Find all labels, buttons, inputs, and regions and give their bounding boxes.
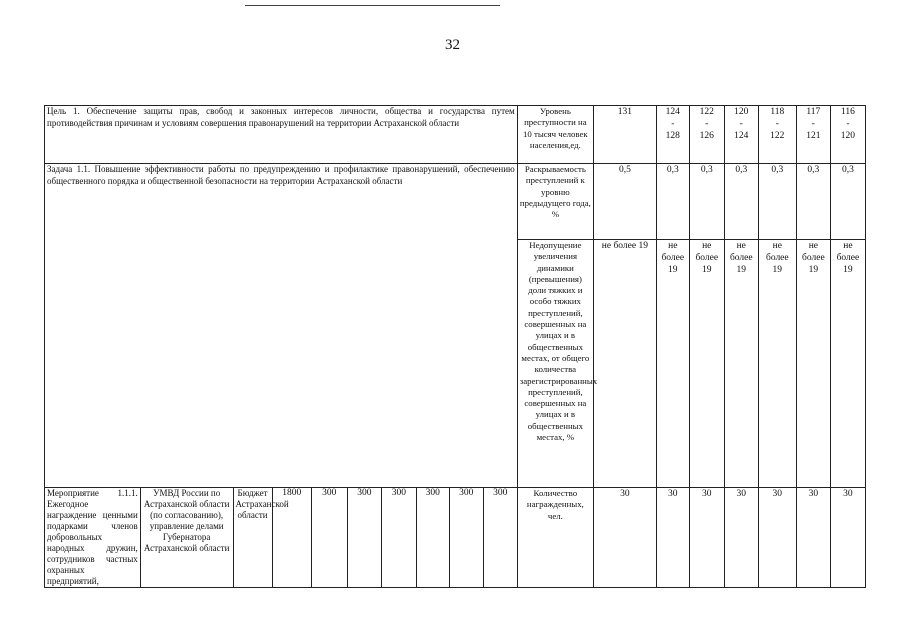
task-value-2-6: не более 19 (830, 240, 865, 488)
activity-amount-4: 300 (416, 488, 449, 588)
activity-value-1: 30 (656, 488, 689, 588)
task-value-2-3: не более 19 (724, 240, 758, 488)
goal-year-6: 116 - 120 (830, 106, 865, 164)
activity-amount-5: 300 (449, 488, 483, 588)
task-value-1-6: 0,3 (830, 164, 865, 240)
goal-base-value: 131 (593, 106, 656, 164)
goal-indicator: Уровень преступности на 10 тысяч человек населения,ед. (517, 106, 593, 164)
page-number: 32 (445, 37, 460, 53)
top-rule (245, 5, 500, 6)
task-indicator-1: Раскрываемость преступлений к уровню предыдущего года, % (517, 164, 593, 240)
task-indicator-2: Недопущение увеличения динамики (превышения) доли тяжких и особо тяжких преступлений, совершенных на улицах и в общественных местах, от общего количества зарегистрированных преступлений, совершенных на улицах и в общественных местах, % (517, 240, 593, 488)
activity-funding-source: Бюджет Астраханской области (233, 488, 272, 588)
task-value-1-1: 0,3 (656, 164, 689, 240)
task-value-1-4: 0,3 (758, 164, 796, 240)
activity-amount-2: 300 (347, 488, 381, 588)
task-value-1-5: 0,3 (796, 164, 830, 240)
activity-value-5: 30 (796, 488, 830, 588)
task-row (45, 164, 866, 240)
task-value-2-0: не более 19 (593, 240, 656, 488)
activity-indicator: Количество награжденных, чел. (517, 488, 593, 588)
goal-year-1: 124 - 128 (656, 106, 689, 164)
activity-value-2: 30 (689, 488, 724, 588)
goal-row (45, 106, 866, 164)
program-table (44, 105, 866, 588)
goal-year-2: 122 - 126 (689, 106, 724, 164)
task-value-1-3: 0,3 (724, 164, 758, 240)
activity-value-4: 30 (758, 488, 796, 588)
task-value-2-1: не более 19 (656, 240, 689, 488)
task-text: Задача 1.1. Повышение эффективности работы по предупреждению и профилактике правонарушений, обеспечению общественного порядка и общественной безопасности на территории Астраханской области (45, 164, 518, 488)
goal-year-4: 118 - 122 (758, 106, 796, 164)
task-value-1-0: 0,5 (593, 164, 656, 240)
goal-text: Цель 1. Обеспечение защиты прав, свобод и законных интересов личности, общества и государства путем противодействия причинам и условиям совершения правонарушений на территории Астраханской области (45, 106, 518, 164)
goal-year-5: 117 - 121 (796, 106, 830, 164)
task-value-1-2: 0,3 (689, 164, 724, 240)
activity-value-6: 30 (830, 488, 865, 588)
activity-amount-3: 300 (381, 488, 416, 588)
task-value-2-4: не более 19 (758, 240, 796, 488)
task-value-2-2: не более 19 (689, 240, 724, 488)
activity-text: Мероприятие 1.1.1. Ежегодное награждение ценными подарками членов добровольных народных дружин, сотрудников частных охранных предприятий, (45, 488, 141, 588)
activity-executor: УМВД России по Астраханской области (по согласованию), управление делами Губернатора Астраханской области (140, 488, 233, 588)
activity-value-0: 30 (593, 488, 656, 588)
activity-amount-1: 300 (311, 488, 347, 588)
activity-amount-6: 300 (483, 488, 517, 588)
goal-year-3: 120 - 124 (724, 106, 758, 164)
activity-value-3: 30 (724, 488, 758, 588)
activity-row (45, 488, 866, 588)
activity-total: 1800 (272, 488, 311, 588)
task-value-2-5: не более 19 (796, 240, 830, 488)
